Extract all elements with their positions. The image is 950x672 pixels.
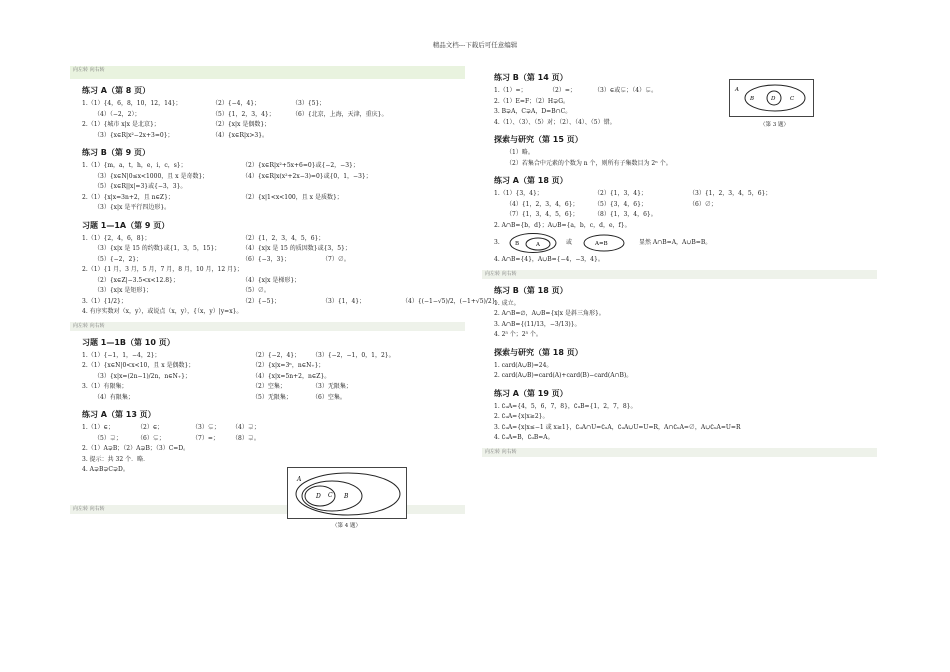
answer-line <box>494 210 877 221</box>
watermark-bar: 向左转 向右转 <box>70 505 465 514</box>
venn-label: A <box>536 242 540 248</box>
answer-item: 2. ∁ᵤA={x|x≥2}。 <box>494 413 549 420</box>
answer-item: 2. A∩B={b，d}；A∪B={a，b，c，d，e，f}。 <box>494 221 631 229</box>
answer-item: （5）∅。 <box>242 287 270 294</box>
venn-label: D <box>316 493 321 500</box>
answer-item: 3. B⊋A，C⊋A，D=B∩C。 <box>494 108 572 115</box>
venn-label: B <box>344 493 349 500</box>
answer-line <box>82 131 465 142</box>
answer-line: 4. A∩B={4}，A∪B={−4，−3，4}。 <box>494 256 604 263</box>
answer-line <box>494 433 877 444</box>
answer-item: 4. ∁ᵤA=B，∁ᵤB=A。 <box>494 434 554 441</box>
venn-label: A=B <box>595 241 608 247</box>
answer-line <box>82 110 465 121</box>
section-title: 练习 A（第 19 页） <box>494 388 568 398</box>
answer-line <box>494 371 877 382</box>
answer-line <box>494 107 877 118</box>
answer-item: （5）{−2，2}； <box>94 255 143 263</box>
answer-item: （4）（−2，2）； <box>94 110 141 118</box>
answer-line <box>494 361 877 372</box>
answer-item: 2.（1）E=F；（2）H⊋G。 <box>494 97 569 105</box>
answer-item: （3）{x|x 是 15 的约数}或{1，3，5，15}； <box>94 245 221 252</box>
answer-item: 1.（1）{3，4}； <box>494 190 543 197</box>
answer-item: （3）{x∈N|0≤x<1000，且 x 是奇数}； <box>94 172 209 180</box>
answer-line <box>82 120 465 131</box>
answer-item: （2）{1，3，4}； <box>594 190 647 197</box>
answer-item: （4）有限集； <box>94 393 134 401</box>
section-title: 习题 1—1B（第 10 页） <box>82 337 175 347</box>
answer-line <box>82 465 465 476</box>
section-title: 练习 B（第 9 页） <box>82 148 151 157</box>
answer-item: 1. ∁ᵤA={4，5，6，7，8}，∁ᵤB={1，2，7，8}。 <box>494 402 637 410</box>
answer-item: （4）{x∈R|x(x²+2x−3)=0}或{0，1，−3}； <box>242 172 372 180</box>
answer-line <box>494 86 877 97</box>
answer-line <box>494 118 877 129</box>
answer-item: 4. A⊋B⊋C⊋D。 <box>82 466 129 473</box>
answer-item: 2. A∩B=∅，A∪B={x|x 是斜三角形}。 <box>494 310 605 317</box>
section-title: 练习 B（第 18 页） <box>494 285 568 295</box>
venn-label: D <box>771 96 776 102</box>
answer-line <box>82 351 465 362</box>
answer-item: （3）{x|x 是平行四边形}。 <box>94 204 171 211</box>
answer-line <box>82 382 465 393</box>
answer-item: （4）⊋； <box>232 424 260 431</box>
page-header: 精品文档---下载后可任意编辑 <box>432 41 518 49</box>
watermark-bar: 向左转 向右转 <box>482 448 877 457</box>
section-explore-p18 <box>482 347 877 382</box>
answer-item: 或 <box>566 239 573 246</box>
answer-line <box>82 234 465 245</box>
venn-figure-q3 <box>729 79 814 117</box>
answer-line <box>494 320 877 331</box>
section-title: 探索与研究（第 18 页） <box>494 347 583 357</box>
answer-item: 3.（1）有限集； <box>82 383 128 390</box>
answer-item: 2.（1）{城市 x|x 是北京}； <box>82 121 160 128</box>
answer-line <box>82 193 465 204</box>
answer-item: （8）{1，3，4，6}。 <box>594 211 657 218</box>
answer-line <box>82 444 465 455</box>
answer-item: （3）{x|x 是矩形}； <box>94 287 153 294</box>
answer-item: （2）若集合中元素的个数为 n 个，则所有子集数目为 2ⁿ 个。 <box>506 159 672 167</box>
answer-item: （7）=； <box>192 434 219 442</box>
answer-item: 3. 提示：共 32 个．略． <box>82 455 150 463</box>
answer-item: 2.（1）{x∈N|0<x<10，且 x 是偶数}； <box>82 362 195 369</box>
answer-line <box>494 412 877 423</box>
answer-item: （6）∅； <box>689 200 717 208</box>
section-explore-p15 <box>482 134 877 169</box>
answer-item: （5）无限集； <box>252 393 292 401</box>
answer-item: 4. 有序实数对（x，y），或说点（x，y），{（x，y）|y=x}。 <box>82 308 243 315</box>
answer-line <box>82 361 465 372</box>
section-exercise-a-p19 <box>482 388 877 444</box>
answer-item: 1.（1）∈； <box>82 424 114 431</box>
answer-item: （4）{(−1−√5)/2，(−1+√5)/2}。 <box>402 297 502 305</box>
watermark-bar: 向左转 向右转 <box>70 322 465 331</box>
venn-nested-icon <box>508 232 558 254</box>
answer-item: （4）{x|x=5n+2，n∈Z}。 <box>252 372 331 380</box>
answer-line <box>82 99 465 110</box>
answer-item: 4.（1）、（3）、（5）对；（2）、（4）、（5）错。 <box>494 118 616 126</box>
answer-item: （2）{x|x 是偶数}； <box>212 121 271 128</box>
answer-line <box>82 244 465 255</box>
answer-line <box>494 200 877 211</box>
answer-item: （2）{−4，4}； <box>212 100 261 107</box>
answer-line <box>82 434 465 445</box>
answer-item: （4）{1，2，3，4，6}； <box>506 200 579 208</box>
answer-line <box>494 159 877 170</box>
answer-item: （8）⊋。 <box>232 434 260 442</box>
answer-item: （4）{x∈R|x>3}。 <box>212 131 269 139</box>
answer-item: 2. card(A∪B)=card(A)+card(B)−card(A∩B)。 <box>494 372 633 379</box>
answer-item: （2）∈； <box>137 424 164 431</box>
answer-line <box>494 221 877 232</box>
answer-item: （2）{1，2，3，4，5，6}； <box>242 234 325 242</box>
answer-item: （6）{北京，上海，天津，重庆}。 <box>292 110 388 118</box>
answer-line <box>494 299 877 310</box>
answer-item: 4. 2⁵ 个；2⁵ 个。 <box>494 331 542 338</box>
venn-label: A <box>735 87 739 93</box>
answer-line <box>494 189 877 200</box>
answer-line <box>494 402 877 413</box>
answer-item: 2.（1）A⊋B；（2）A⊋B；（3）C=D。 <box>82 445 190 452</box>
answer-item: 1.（1）{2，4，6，8}； <box>82 234 151 242</box>
answer-item: （2）{x∈R|x²+5x+6=0}或{−2，−3}； <box>242 162 359 169</box>
answer-line <box>82 286 465 297</box>
answer-item: （3）∈或⊊；（4）⊊。 <box>594 87 658 94</box>
venn-equal-icon <box>582 232 626 254</box>
answer-line <box>494 423 877 434</box>
answer-line <box>82 372 465 383</box>
figure-caption: （第 3 题） <box>760 122 789 128</box>
answer-item: （2）{x∈Z|−3.5<x<12.8}； <box>94 276 179 284</box>
answer-item: 2.（1）{1 月，3 月，5 月，7 月，8 月，10 月，12 月}； <box>82 266 243 273</box>
answer-item: （2）空集； <box>252 383 286 390</box>
venn-label: B <box>750 96 755 102</box>
answer-item: 3. A∩B={(11/13，−3/13)}。 <box>494 320 581 328</box>
answer-item: （3）{5}； <box>292 100 326 107</box>
section-exercise-b-p14 <box>482 72 877 128</box>
figure-caption: （第 4 题） <box>332 523 361 529</box>
answer-item: 1. 成立。 <box>494 299 520 307</box>
answer-item: 3. <box>494 239 500 246</box>
venn-label: C <box>790 96 795 102</box>
answer-item: 1.（1）=； <box>494 87 527 94</box>
answer-item: 1.（1）{4，6，8，10，12，14}； <box>82 100 182 107</box>
answer-item: （2）{x|1<x<100，且 x 是质数}； <box>242 193 343 201</box>
answer-item: （3）⊊； <box>192 424 220 431</box>
answer-item: 显然 A∩B=A，A∪B=B。 <box>639 239 712 246</box>
watermark-bar: 向左转 向右转 <box>70 66 465 79</box>
answer-item: （1）略。 <box>506 149 534 156</box>
answer-item: （2）{−5}； <box>242 297 281 305</box>
answer-line <box>82 172 465 183</box>
answer-item: （6）⊊； <box>137 434 165 442</box>
answer-item: 1.（1）{m，a，t，h，e，i，c，s}； <box>82 162 187 169</box>
answer-item: （2）{−2，4}； <box>252 351 301 359</box>
answer-item: （5）{3，4，6}； <box>594 200 647 208</box>
answer-item: （3）{−2，−1，0，1，2}。 <box>312 351 395 359</box>
answer-item: 1.（1）{−1，1，−4，2}； <box>82 351 161 359</box>
section-exercise-b-p18 <box>482 285 877 341</box>
section-title: 练习 A（第 18 页） <box>494 176 568 185</box>
answer-item: （6）空集。 <box>312 393 346 401</box>
answer-item: （3）{1，2，3，4，5，6}； <box>689 190 772 197</box>
answer-line <box>494 309 877 320</box>
answer-line <box>494 148 877 159</box>
answer-item: （3）{x∈R|x²−2x+3=0}； <box>94 131 174 139</box>
answer-line <box>82 276 465 287</box>
answer-line <box>82 203 465 214</box>
venn-label: A <box>297 476 302 483</box>
answer-item: （4）{x|x 是 15 的质因数}或{3，5}； <box>242 245 351 252</box>
section-title: 习题 1—1A（第 9 页） <box>82 220 170 230</box>
section-problems-1-1b <box>70 337 465 404</box>
answer-item: （2）{x|x=3ⁿ，n∈N₊}； <box>252 362 325 369</box>
answer-item: （3）{1，4}； <box>322 297 366 305</box>
answer-item: （3）{x|x=(2n−1)/2n，n∈N₊}； <box>94 372 191 380</box>
answer-line <box>82 393 465 404</box>
venn-answer-line <box>494 231 877 255</box>
answer-item: （6）{−3，3}； <box>242 255 291 263</box>
section-title: 探索与研究（第 15 页） <box>494 135 583 144</box>
answer-item: （4）{x|x 是梯形}； <box>242 276 301 284</box>
left-column <box>70 66 502 514</box>
answer-item: （5）{x∈R||x|=3}或{−3，3}。 <box>94 183 187 190</box>
answer-item: （5）{1，2，3，4}； <box>212 110 275 118</box>
answer-line <box>82 297 502 308</box>
answer-item: 1. card(A∪B)=24。 <box>494 361 553 369</box>
section-title: 练习 A（第 13 页） <box>82 410 156 419</box>
answer-line <box>82 255 465 266</box>
watermark-bar: 向左转 向右转 <box>482 270 877 279</box>
venn-figure-q4 <box>287 467 407 519</box>
section-title: 练习 A（第 8 页） <box>82 86 151 95</box>
section-exercise-b-p9 <box>70 147 465 214</box>
answer-item: （2）=； <box>549 87 576 94</box>
answer-line <box>82 182 465 193</box>
answer-line <box>82 161 465 172</box>
answer-line <box>494 330 877 341</box>
venn-label: B <box>515 241 520 247</box>
answer-item: （7）∅。 <box>322 255 350 263</box>
answer-item: 3.（1）{1/2}； <box>82 297 127 305</box>
answer-line <box>82 307 465 318</box>
answer-item: 3. ∁ᵤA={x|x≤−1 或 x≥1}，∁ᵤA∩U=∁ᵤA，∁ᵤA∪U=U=R，A∩∁ᵤA=∅，A∪∁ᵤA=U=R <box>494 423 741 431</box>
answer-item: （5）⊋； <box>94 434 122 442</box>
answer-line <box>494 97 877 108</box>
answer-item: （7）{1，3，4，5，6}； <box>506 211 579 218</box>
answer-line <box>82 455 465 466</box>
section-title: 练习 B（第 14 页） <box>494 73 568 82</box>
answer-line <box>82 265 465 276</box>
answer-item: （3）无限集； <box>312 383 352 390</box>
right-column <box>482 66 877 457</box>
answer-item: 2.（1）{x|x=3n+2，且 n∈Z}； <box>82 193 174 201</box>
section-exercise-a-p18 <box>482 175 877 266</box>
section-exercise-a-p8 <box>70 85 465 141</box>
venn-label: C <box>328 492 333 499</box>
answer-line <box>82 423 465 434</box>
